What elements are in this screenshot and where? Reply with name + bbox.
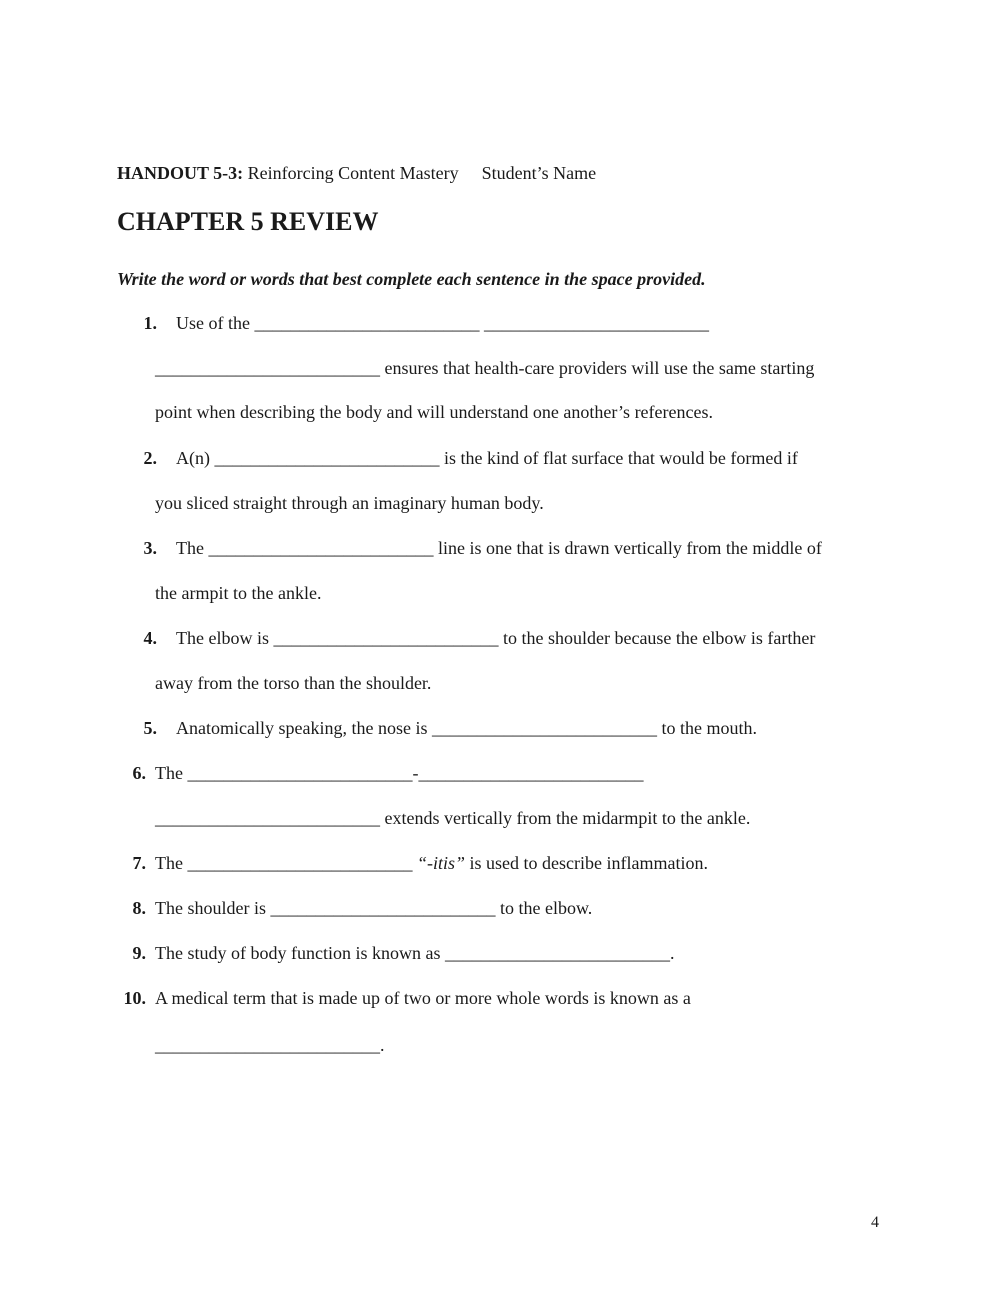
question-8-line-1: The shoulder is _________________________ to the elbow. [155,898,593,918]
question-2-line-1: A(n) _________________________ is the kind of flat surface that would be formed if [176,448,798,468]
question-number-5: 5. [143,718,157,738]
question-number-9: 9. [132,943,146,963]
page-title: CHAPTER 5 REVIEW [117,207,379,236]
question-7-suffix-term: “-itis” [416,853,466,873]
question-9-line-1: The study of body function is known as _________________________. [155,943,675,963]
question-number-1: 1. [143,313,157,333]
question-1-line-3: point when describing the body and will understand one another’s references. [155,402,713,422]
question-number-6: 6. [132,763,146,783]
question-1-line-1: Use of the _________________________ _________________________ [176,313,709,333]
question-10-line-2: _________________________. [155,1035,385,1055]
question-6-line-1: The _________________________-_________________________ [155,763,644,783]
question-3-line-1: The _________________________ line is one that is drawn vertically from the middle of [176,538,822,558]
question-number-8: 8. [132,898,146,918]
handout-title: Reinforcing Content Mastery [247,163,459,183]
question-10-line-1: A medical term that is made up of two or more whole words is known as a [155,988,691,1008]
student-name-label: Student’s Name [481,163,597,183]
question-number-2: 2. [143,448,157,468]
question-number-7: 7. [132,853,146,873]
question-7-suffix: is used to describe inflammation. [465,853,708,873]
question-1-line-2: _________________________ ensures that health-care providers will use the same starting [155,358,815,378]
question-number-4: 4. [143,628,157,648]
question-2-line-2: you sliced straight through an imaginary human body. [155,493,544,513]
question-4-line-2: away from the torso than the shoulder. [155,673,432,693]
question-6-line-2: _________________________ extends vertically from the midarmpit to the ankle. [155,808,751,828]
question-3-line-2: the armpit to the ankle. [155,583,322,603]
page-number: 4 [871,1214,879,1231]
question-number-3: 3. [143,538,157,558]
question-7-line-1 [155,852,708,874]
instructions: Write the word or words that best complete each sentence in the space provided. [117,269,706,289]
handout-header [117,162,596,184]
question-number-10: 10. [123,988,146,1008]
handout-label: HANDOUT 5-3: [117,163,244,183]
question-4-line-1: The elbow is _________________________ to the shoulder because the elbow is farther [176,628,816,648]
question-7-prefix: The _________________________ [155,853,417,873]
question-5-line-1: Anatomically speaking, the nose is _________________________ to the mouth. [176,718,757,738]
